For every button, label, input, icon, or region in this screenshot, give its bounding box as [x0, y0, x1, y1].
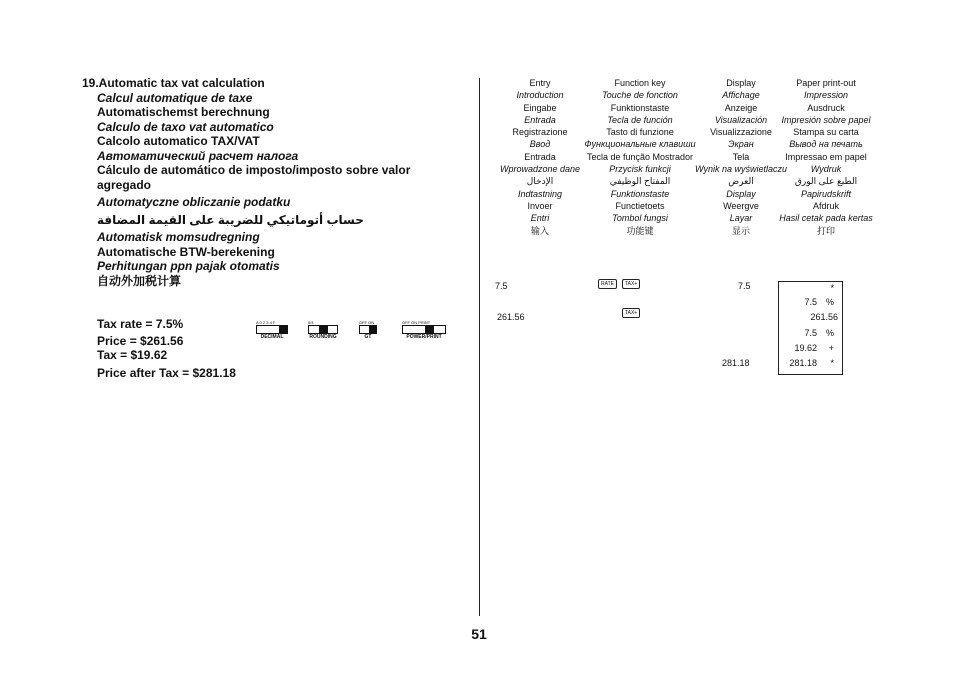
paper-symbol: %	[825, 297, 834, 307]
rate-key: RATE	[598, 279, 617, 289]
lang-chinese: 自动外加税计算	[97, 273, 182, 288]
lang-french: Calcul automatique de taxe	[97, 90, 253, 105]
paper-value: 281.18	[789, 358, 817, 368]
col-entry: Entri	[530, 213, 550, 224]
power-switch-knob	[425, 325, 434, 334]
lang-dutch: Automatische BTW-berekening	[97, 244, 275, 259]
col-display: Anzeige	[724, 102, 758, 113]
fact-price-after-tax: Price after Tax = $281.18	[97, 366, 236, 380]
col-display: Tela	[732, 151, 750, 162]
col-function-key: Tombol fungsi	[612, 213, 668, 224]
power-switch-label: POWER/PRINT	[406, 334, 442, 340]
col-paper: Stampa su carta	[793, 127, 859, 138]
rounding-switch-track	[308, 325, 338, 334]
col-paper: Impression	[803, 90, 849, 101]
col-entry: Eingabe	[523, 102, 557, 113]
page-number: 51	[471, 626, 487, 642]
fact-tax: Tax = $19.62	[97, 348, 168, 362]
rounding-switch-ticks: 5/4	[308, 320, 314, 325]
decimal-switch-track	[256, 325, 288, 334]
gt-switch-knob	[369, 325, 377, 334]
lang-danish: Automatisk momsudregning	[97, 230, 260, 244]
lang-polish: Automatyczne obliczanie podatku	[97, 195, 291, 209]
col-function-key: Touche de fonction	[602, 90, 678, 101]
col-display: Visualización	[714, 114, 768, 125]
col-paper: Hasil cetak pada kertas	[779, 213, 873, 224]
col-entry: 输入	[530, 225, 550, 236]
col-function-key: Функциональные клавиши	[584, 139, 696, 150]
col-display: Display	[726, 78, 756, 88]
fact-price: Price = $261.56	[97, 334, 184, 348]
paper-value: 261.56	[810, 312, 838, 322]
col-display: Affichage	[722, 90, 760, 101]
power-switch-track	[402, 325, 446, 334]
lang-arabic: حساب أتوماتيكي للضريبة على القيمة المضافة	[97, 212, 364, 227]
paper-value: 7.5	[804, 328, 817, 338]
col-paper: الطبع على الورق	[794, 176, 858, 187]
display-value-3: 281.18	[722, 358, 750, 368]
col-display: Экран	[728, 139, 754, 150]
paper-symbol: %	[825, 328, 834, 338]
col-entry: Indtastning	[517, 188, 563, 199]
gt-switch-ticks: OFF ON	[359, 320, 375, 325]
col-display: Wynik na wyświetlaczu	[694, 164, 788, 175]
rounding-switch	[308, 320, 338, 340]
switch-settings	[256, 320, 456, 344]
lang-italian: Calcolo automatico TAX/VAT	[97, 134, 260, 148]
rounding-switch-label: ROUNDING	[309, 334, 337, 340]
lang-indonesian: Perhitungan ppn pajak otomatis	[97, 259, 280, 273]
col-paper: 打印	[816, 225, 836, 236]
lang-german: Automatischemst berechnung	[97, 105, 270, 119]
col-display: Display	[726, 188, 756, 199]
decimal-switch-ticks: A 0 2 3 4 F	[256, 320, 276, 325]
section-left	[82, 76, 442, 288]
lang-russian: Автоматический расчет налога	[97, 148, 299, 163]
col-function-key: Tecla de função Mostrador	[586, 151, 694, 162]
entry-value-2: 261.56	[497, 312, 525, 322]
col-entry: الإدخال	[526, 176, 554, 187]
col-entry: Registrazione	[512, 127, 568, 138]
col-function-key: Tasto di funzione	[606, 127, 674, 138]
col-display: Visualizzazione	[710, 127, 772, 138]
tax-plus-key: TAX+	[622, 279, 640, 289]
col-function-key: Function key	[614, 78, 666, 88]
col-entry: Entrada	[524, 151, 556, 162]
column-divider	[479, 78, 480, 616]
lang-spanish: Calculo de taxo vat automatico	[97, 119, 274, 134]
col-paper: Вывод на печать	[789, 139, 863, 150]
paper-value: 19.62	[794, 343, 817, 353]
power-switch-ticks: OFF ON PRINT	[402, 320, 431, 325]
section-heading: 19.Automatic tax vat calculation	[82, 76, 265, 90]
col-entry: Invoer	[527, 200, 553, 211]
col-function-key: Functietoets	[615, 200, 665, 211]
col-paper: Papirudskrift	[800, 188, 852, 199]
gt-switch-track	[359, 325, 377, 334]
col-function-key: 功能键	[626, 225, 654, 236]
power-switch	[402, 320, 446, 340]
decimal-switch-label: DECIMAL	[260, 334, 284, 340]
col-entry: Wprowadzone dane	[499, 164, 581, 175]
col-paper: Impressao em papel	[785, 151, 867, 162]
col-entry: Entrada	[524, 114, 556, 125]
col-function-key: Przycisk funkcji	[609, 164, 671, 175]
col-function-key: Funktionstaste	[610, 188, 670, 199]
paper-printout	[778, 281, 843, 375]
gt-switch-label: GT	[364, 334, 372, 340]
paper-value: 7.5	[804, 297, 817, 307]
col-function-key: Tecla de función	[607, 114, 673, 125]
lang-portuguese: Cálculo de automático de imposto/imposto sobre valor agregado	[97, 163, 411, 192]
col-paper: Ausdruck	[807, 102, 845, 113]
fact-tax-rate: Tax rate = 7.5%	[97, 317, 184, 331]
col-entry: Ввод	[529, 139, 551, 150]
col-paper: Afdruk	[812, 200, 840, 211]
col-entry: Entry	[529, 78, 551, 88]
col-paper: Impresión sobre papel	[781, 114, 871, 125]
col-paper: Paper print-out	[796, 78, 856, 88]
col-display: Weergve	[723, 200, 759, 211]
paper-symbol: *	[830, 358, 834, 368]
col-display: Layar	[729, 213, 753, 224]
entry-value-1: 7.5	[495, 281, 508, 291]
col-entry: Introduction	[516, 90, 564, 101]
language-list	[97, 91, 442, 289]
display-value-1: 7.5	[738, 281, 751, 291]
example-facts	[97, 317, 236, 380]
rounding-switch-knob	[319, 325, 328, 334]
decimal-switch-knob	[279, 325, 288, 334]
col-paper: Wydruk	[810, 164, 842, 175]
paper-symbol: *	[830, 283, 834, 293]
col-function-key: المفتاح الوظيفي	[609, 176, 671, 187]
gt-switch	[359, 320, 377, 340]
decimal-switch	[256, 320, 288, 340]
col-display: 显示	[731, 225, 751, 236]
paper-symbol: +	[828, 343, 834, 353]
col-function-key: Funktionstaste	[610, 102, 670, 113]
tax-plus-key-2: TAX+	[622, 308, 640, 318]
col-display: العرض	[728, 176, 754, 187]
